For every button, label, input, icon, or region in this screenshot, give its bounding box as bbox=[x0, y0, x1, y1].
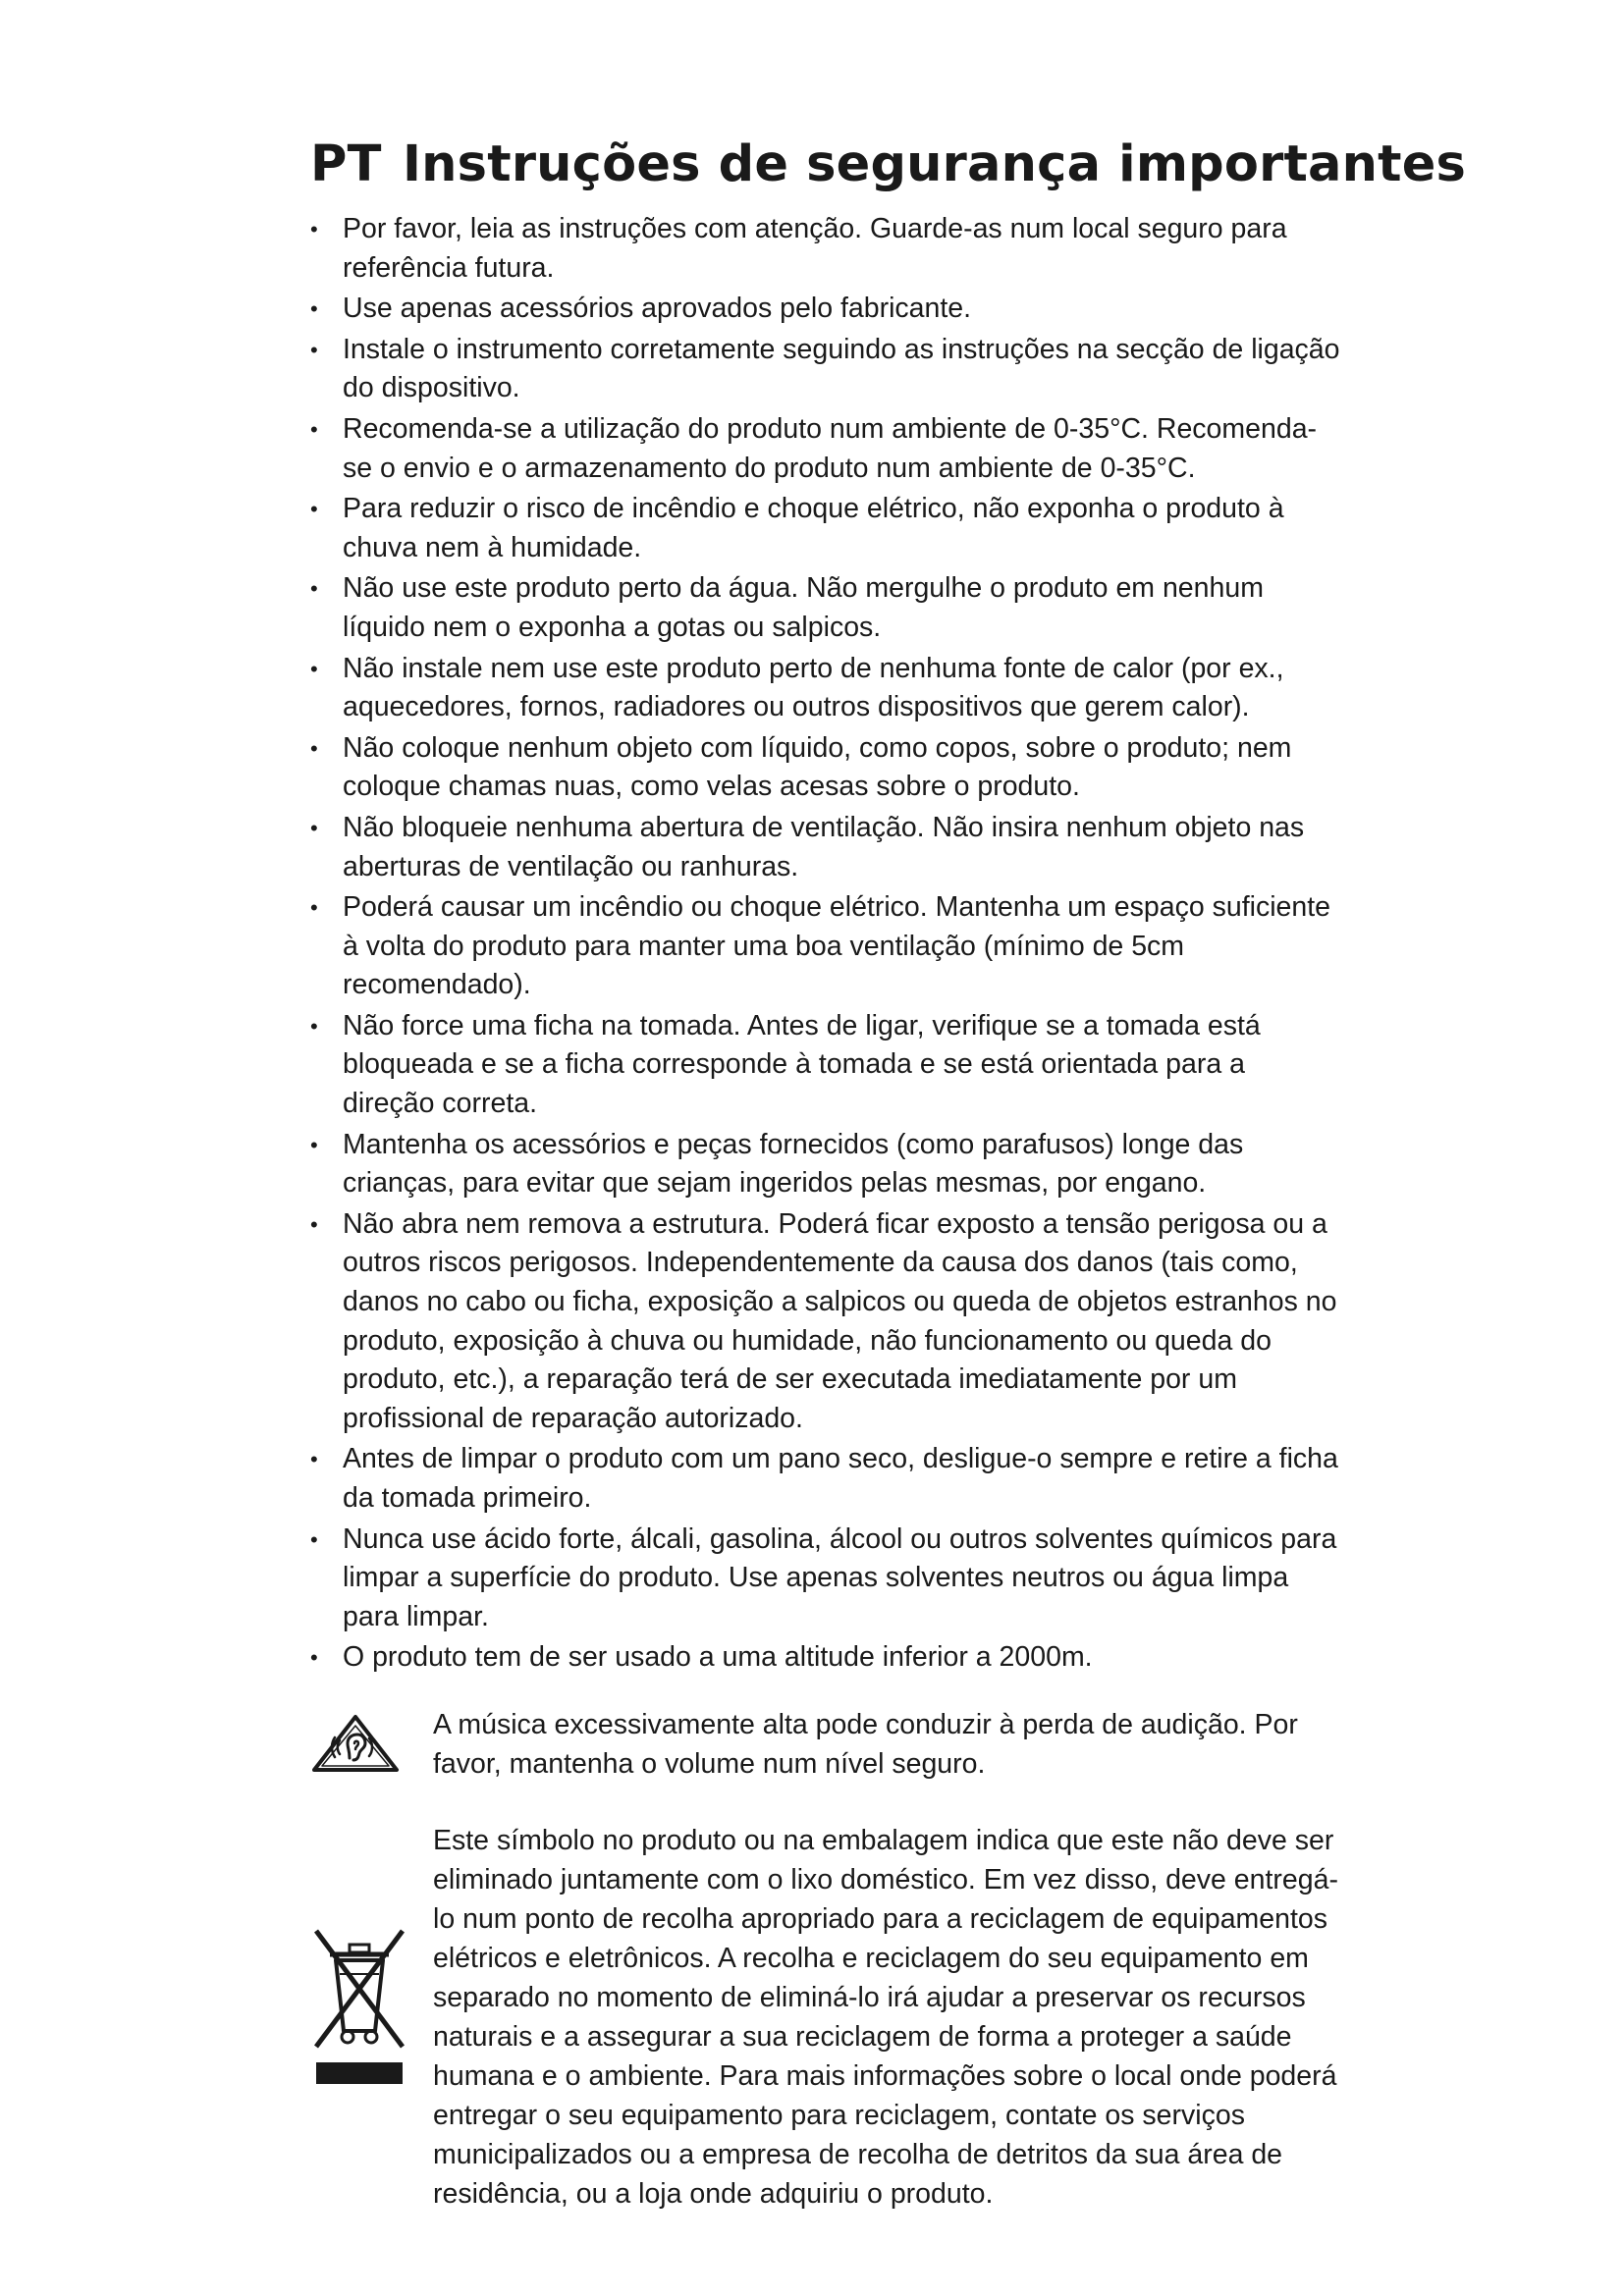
instruction-text: Recomenda-se a utilização do produto num ambiente de 0-35°C. Recomenda-se o envio e o armazenamento do produto num ambiente de 0-35°C. bbox=[343, 412, 1318, 484]
instruction-text: Não coloque nenhum objeto com líquido, como copos, sobre o produto; nem coloque chamas nuas, como velas acesas sobre o produto. bbox=[343, 731, 1292, 803]
instruction-text: Por favor, leia as instruções com atenção. Guarde-as num local seguro para referência futura. bbox=[343, 213, 1287, 284]
bullet-icon: • bbox=[310, 296, 318, 322]
instruction-item bbox=[310, 1126, 1341, 1203]
bullet-icon: • bbox=[310, 1526, 318, 1552]
instruction-text: O produto tem de ser usado a uma altitude inferior a 2000m. bbox=[343, 1641, 1093, 1674]
bullet-icon: • bbox=[310, 337, 318, 362]
instruction-text: Mantenha os acessórios e peças fornecidos (como parafusos) longe das crianças, para evitar que sejam ingeridos pelas mesmas, por engano. bbox=[343, 1128, 1244, 1200]
hearing-warning-icon bbox=[310, 1713, 401, 1785]
instruction-text: Poderá causar um incêndio ou choque elétrico. Mantenha um espaço suficiente à volta do produto para manter uma boa ventilação (mínimo de 5cm recomendado). bbox=[343, 891, 1331, 1001]
instruction-item bbox=[310, 410, 1341, 488]
instruction-item bbox=[310, 290, 1341, 329]
bullet-icon: • bbox=[310, 1211, 318, 1237]
language-code: PT bbox=[310, 135, 382, 193]
instruction-item bbox=[310, 650, 1341, 727]
instruction-text: Use apenas acessórios aprovados pelo fabricante. bbox=[343, 293, 972, 325]
title-text: Instruções de segurança importantes bbox=[403, 135, 1467, 193]
bullet-icon: • bbox=[310, 217, 318, 241]
instruction-item bbox=[310, 809, 1341, 886]
bullet-icon: • bbox=[310, 815, 318, 840]
instruction-item bbox=[310, 490, 1341, 567]
bullet-icon: • bbox=[310, 735, 318, 761]
instruction-item bbox=[310, 569, 1341, 647]
bullet-icon: • bbox=[310, 497, 318, 522]
instruction-item bbox=[310, 210, 1341, 288]
bullet-icon: • bbox=[310, 1132, 318, 1157]
bullet-icon: • bbox=[310, 1013, 318, 1039]
instruction-text: Não force uma ficha na tomada. Antes de ligar, verifique se a tomada está bloqueada e se a ficha corresponde à tomada e se está orientada para a direção correta. bbox=[343, 1009, 1261, 1120]
bullet-icon: • bbox=[310, 1447, 318, 1472]
instruction-text: Não instale nem use este produto perto de nenhuma fonte de calor (por ex., aquecedores, fornos, radiadores ou outros dispositivos que gerem calor). bbox=[343, 652, 1284, 723]
weee-disposal-notice bbox=[310, 1821, 1341, 2214]
instruction-text: Para reduzir o risco de incêndio e choque elétrico, não exponha o produto à chuva nem à humidade. bbox=[343, 493, 1284, 563]
instruction-item bbox=[310, 331, 1341, 408]
bullet-icon: • bbox=[310, 416, 318, 442]
instruction-text: Não abra nem remova a estrutura. Poderá ficar exposto a tensão perigosa ou a outros riscos perigosos. Independentemente da causa dos danos (tais como, danos no cabo ou ficha, exposição a salpicos ou queda de objetos estranhos no produto, exposição à chuva ou humidade, não funcionamento ou queda do produto, etc.), a reparação terá de ser executada imediatamente por um profissional de reparação autorizado. bbox=[343, 1207, 1337, 1434]
hearing-warning-text: A música excessivamente alta pode conduzir à perda de audição. Por favor, mantenha o volume num nível seguro. bbox=[433, 1708, 1298, 1780]
instruction-item bbox=[310, 888, 1341, 1005]
bullet-icon: • bbox=[310, 1645, 318, 1671]
instruction-text: Instale o instrumento corretamente seguindo as instruções na secção de ligação do dispositivo. bbox=[343, 333, 1340, 404]
bullet-icon: • bbox=[310, 656, 318, 681]
instruction-item bbox=[310, 729, 1341, 807]
safety-instructions-page bbox=[310, 126, 1467, 2214]
instruction-text: Nunca use ácido forte, álcali, gasolina, álcool ou outros solventes químicos para limpar a superfície do produto. Use apenas solventes neutros ou água limpa para limpar. bbox=[343, 1522, 1337, 1632]
weee-disposal-text: Este símbolo no produto ou na embalagem indica que este não deve ser eliminado juntamente com o lixo doméstico. Em vez disso, deve entregá-lo num ponto de recolha apropriado para a reciclagem de equipamentos elétricos e eletrônicos. A recolha e reciclagem do seu equipamento em separado no momento de eliminá-lo irá ajudar a preservar os recursos naturais e a assegurar a sua reciclagem de forma a proteger a saúde humana e o ambiente. Para mais informações sobre o local onde poderá entregar o seu equipamento para reciclagem, contate os serviços municipalizados ou a empresa de recolha de detritos da sua área de residência, ou a loja onde adquiriu o produto. bbox=[433, 1824, 1338, 2210]
instruction-item bbox=[310, 1638, 1341, 1678]
bullet-icon: • bbox=[310, 895, 318, 921]
instruction-item bbox=[310, 1007, 1341, 1124]
instruction-list bbox=[310, 210, 1341, 1678]
crossed-out-bin-icon bbox=[310, 1917, 408, 2105]
instruction-text: Antes de limpar o produto com um pano seco, desligue-o sempre e retire a ficha da tomada primeiro. bbox=[343, 1443, 1338, 1514]
hearing-warning-notice bbox=[310, 1705, 1341, 1784]
instruction-item bbox=[310, 1521, 1341, 1637]
instruction-item bbox=[310, 1440, 1341, 1518]
page-title bbox=[310, 126, 1467, 204]
instruction-text: Não use este produto perto da água. Não mergulhe o produto em nenhum líquido nem o exponha a gotas ou salpicos. bbox=[343, 572, 1264, 643]
instruction-item bbox=[310, 1205, 1341, 1439]
instruction-text: Não bloqueie nenhuma abertura de ventilação. Não insira nenhum objeto nas aberturas de ventilação ou ranhuras. bbox=[343, 811, 1305, 882]
bullet-icon: • bbox=[310, 576, 318, 602]
